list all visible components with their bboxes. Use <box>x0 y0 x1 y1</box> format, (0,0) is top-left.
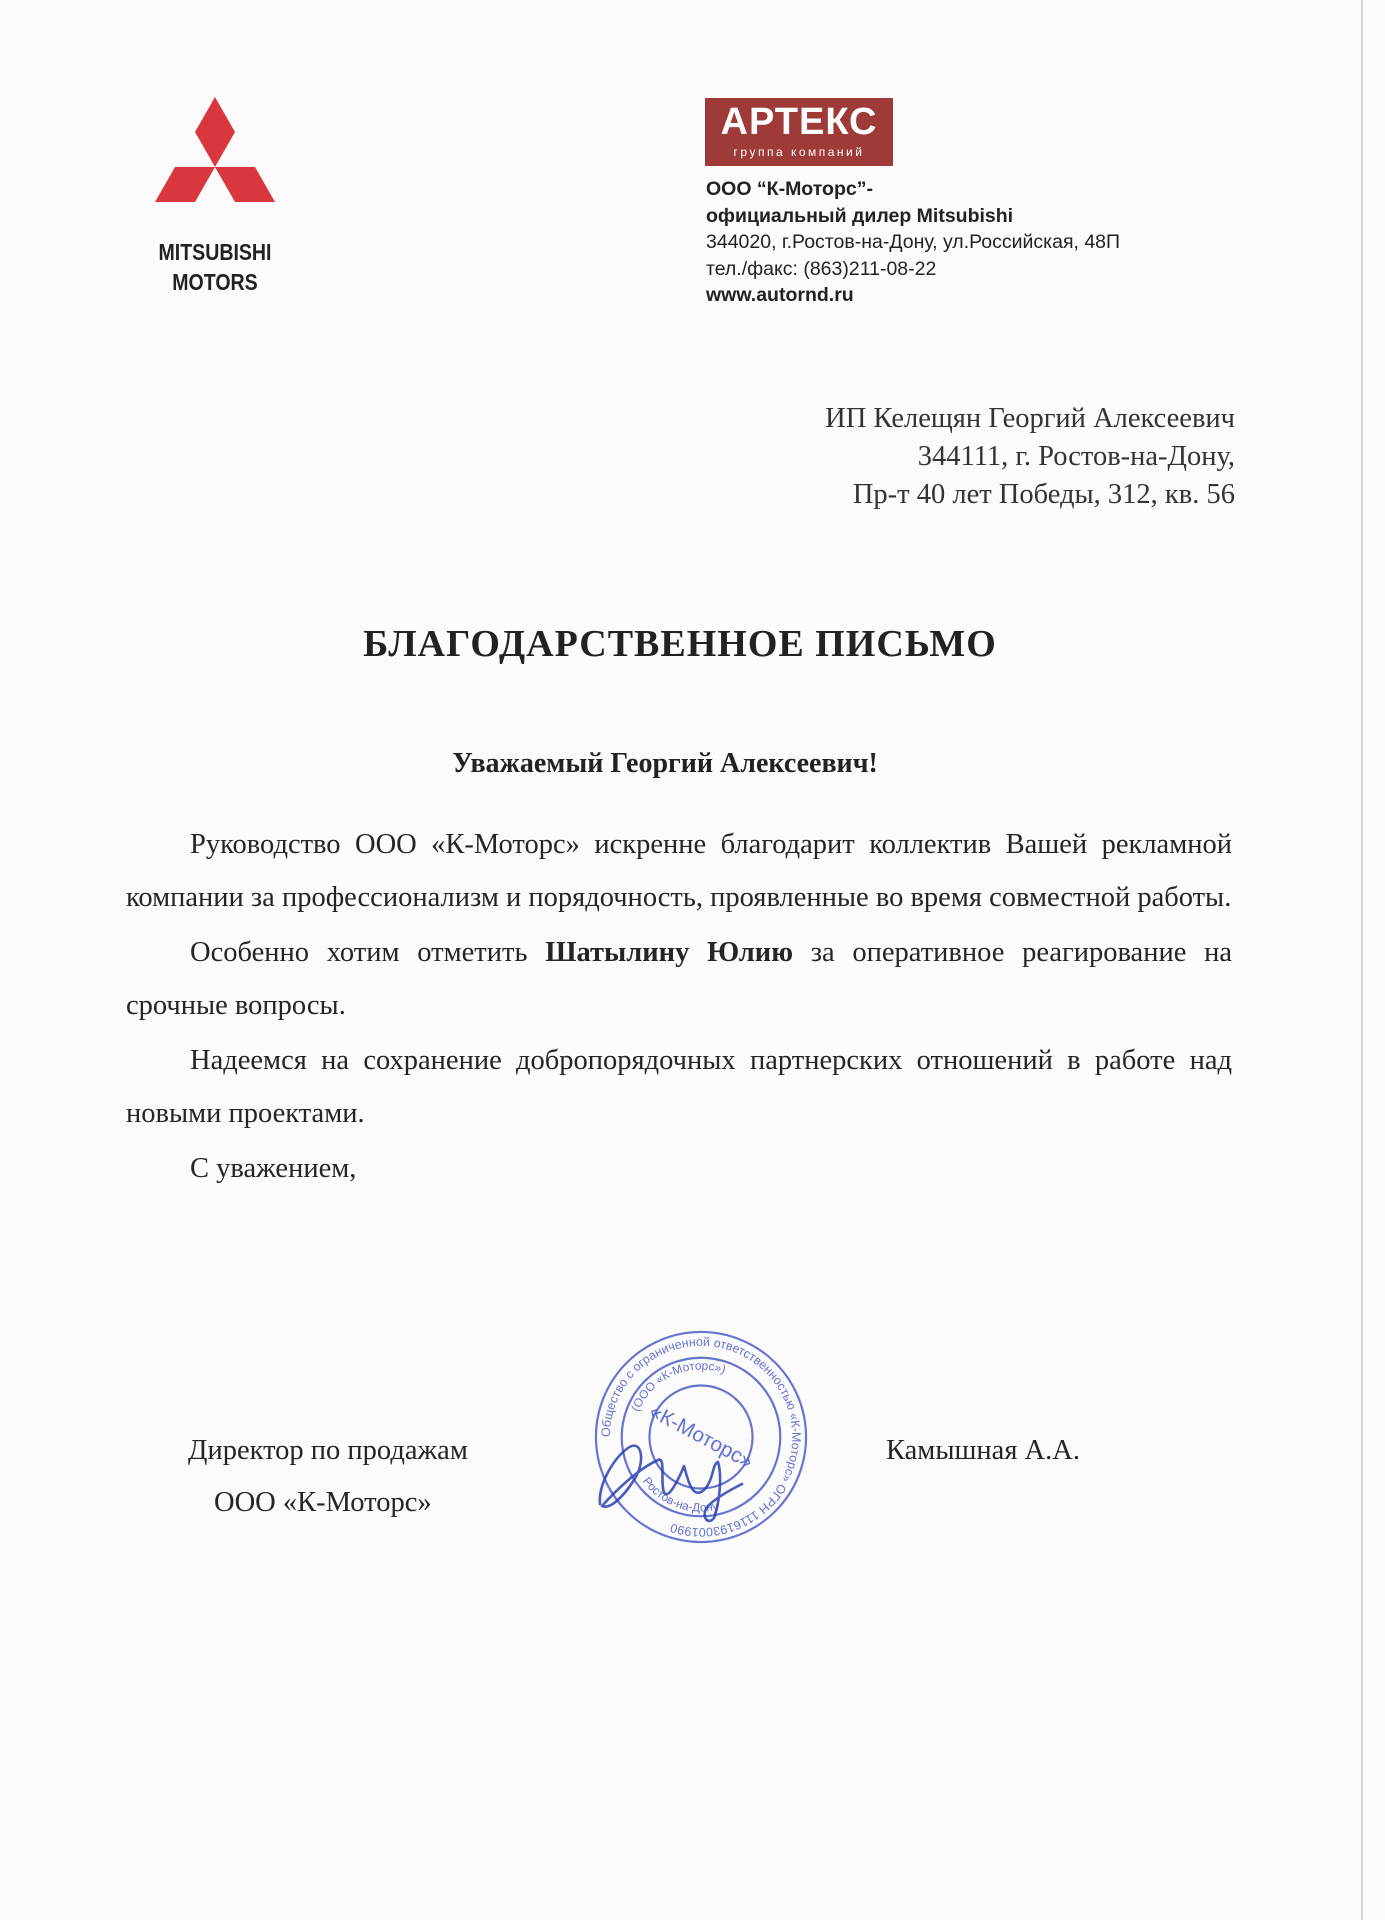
paragraph-3: Надеемся на сохранение добропорядочных партнерских отношений в работе над новыми проектами. <box>126 1045 1232 1129</box>
logo-line-1: MITSUBISHI <box>158 239 272 265</box>
closing: С уважением, <box>190 1153 357 1184</box>
company-dealer: официальный дилер Mitsubishi <box>706 204 1014 227</box>
paragraph-2-name: Шатылину Юлию <box>545 937 793 968</box>
stamp-city-text: Ростов-на-Дону <box>640 1474 720 1515</box>
artex-subtitle: группа компаний <box>733 145 865 159</box>
paragraph-2-end: за оперативное реагирование на срочные вопросы. <box>126 937 1232 1021</box>
scan-edge <box>1361 0 1363 1920</box>
signer-position <box>188 1425 468 1529</box>
mitsubishi-logo <box>130 95 300 305</box>
three-diamonds-icon <box>135 95 295 230</box>
paragraph-2-start: Особенно хотим отметить <box>190 937 546 968</box>
company-phone: тел./факс: (863)211-08-22 <box>706 257 937 280</box>
stamp-inner-ring-text: (ООО «К-Моторс») <box>628 1358 728 1414</box>
handwritten-signature <box>588 1418 748 1528</box>
signer-title: Директор по продажам <box>188 1435 468 1466</box>
recipient-line-2: 344111, г. Ростов-на-Дону, <box>917 441 1235 472</box>
artex-name: АРТЕКС <box>720 101 878 143</box>
mitsubishi-wordmark <box>143 237 288 297</box>
company-info <box>706 176 1120 309</box>
logo-line-2: MOTORS <box>172 269 258 295</box>
paragraph-1: Руководство ООО «К-Моторс» искренне благодарит коллектив Вашей рекламной компании за профессионализм и порядочность, проявленные во время совместной работы. <box>126 829 1232 913</box>
stamp-outer-ring-text: Общество с ограниченной ответственностью «К-Моторс» ОГРН 1116193001990 <box>598 1334 804 1540</box>
letter-title: БЛАГОДАРСТВЕННОЕ ПИСЬМО <box>363 623 997 665</box>
letter-body <box>126 818 1232 1195</box>
company-name: ООО “К-Моторс”- <box>706 178 873 200</box>
recipient-line-1: ИП Келещян Георгий Алексеевич <box>825 403 1235 434</box>
recipient-address <box>825 400 1235 514</box>
stamp-center-text: «К-Моторс» <box>645 1399 757 1474</box>
signer-company: ООО «К-Моторс» <box>214 1487 432 1518</box>
company-address: 344020, г.Ростов-на-Дону, ул.Российская, 48П <box>706 231 1121 253</box>
paragraph-2 <box>126 926 1232 1032</box>
artex-logo <box>705 98 893 166</box>
salutation: Уважаемый Георгий Алексеевич! <box>452 748 878 779</box>
company-website: www.autornd.ru <box>706 284 854 306</box>
signer-name: Камышная А.А. <box>886 1435 1080 1466</box>
recipient-line-3: Пр-т 40 лет Победы, 312, кв. 56 <box>852 479 1235 510</box>
